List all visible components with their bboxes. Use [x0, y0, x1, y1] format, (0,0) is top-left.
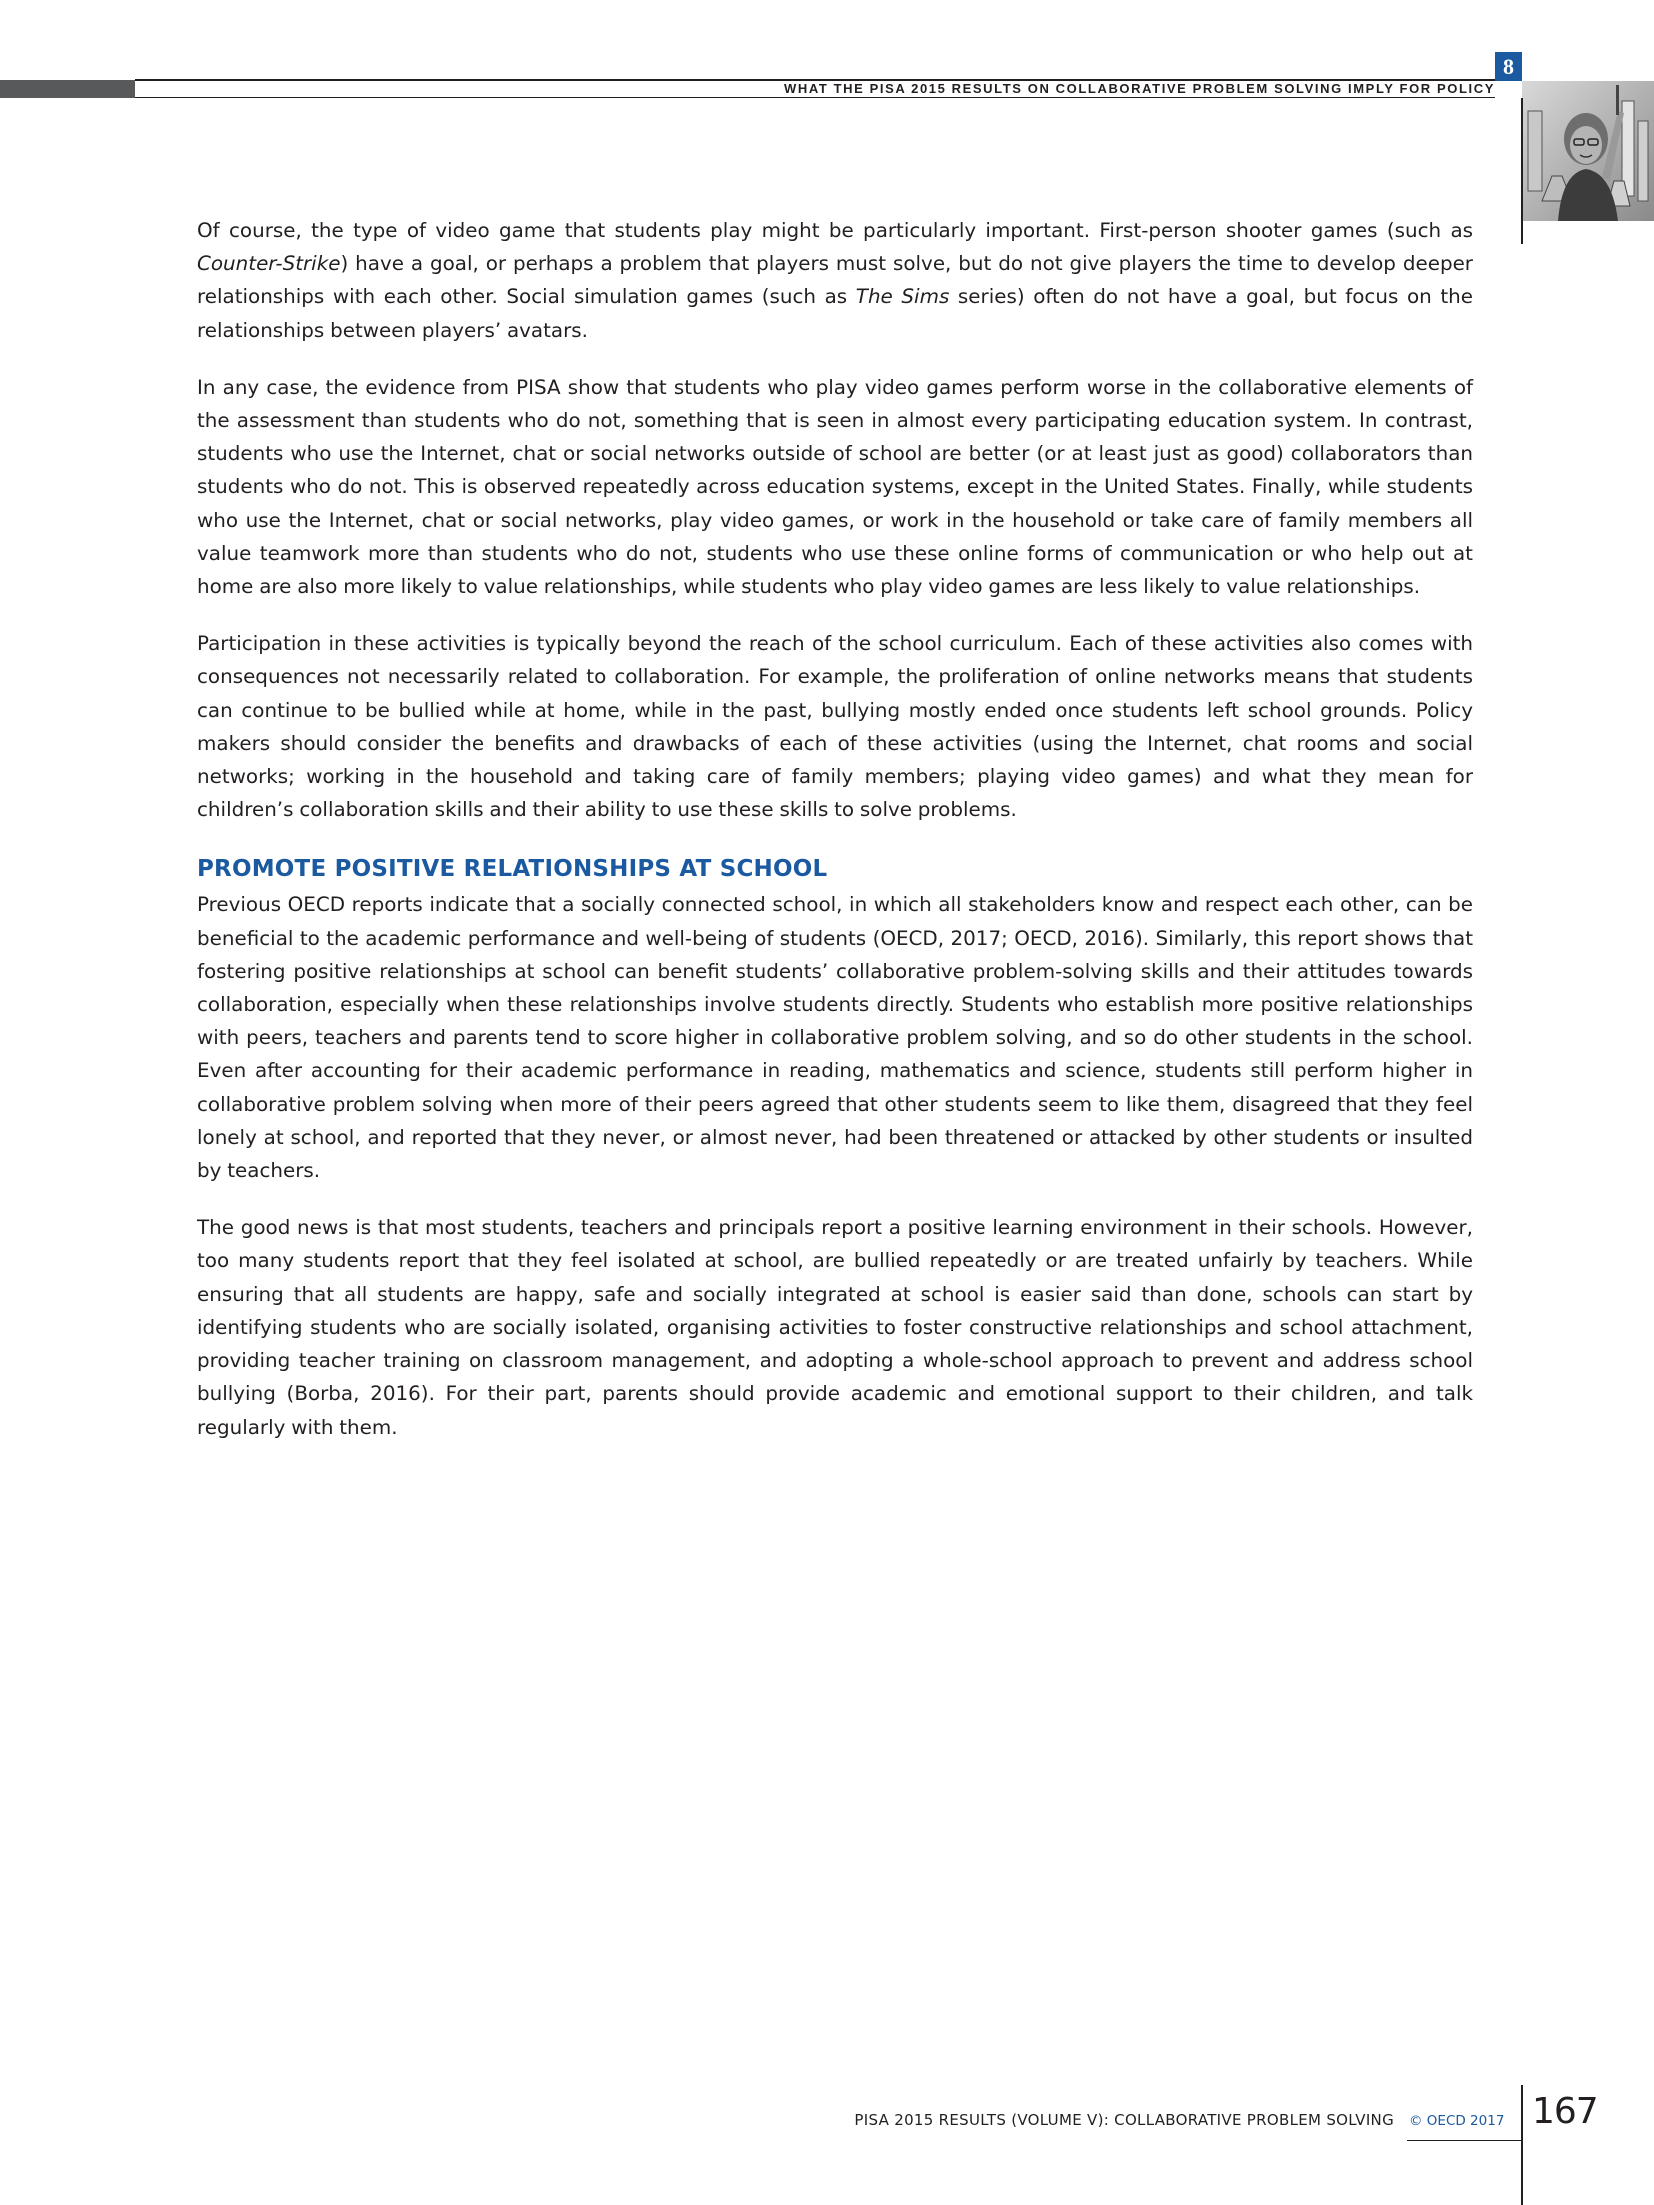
chapter-number-badge: 8: [1495, 52, 1522, 81]
paragraph-good-news: The good news is that most students, teachers and principals report a positive learning environment in their schools. However, too many students report that they feel isolated at school, are bullied repeatedly or are treated unfairly by teachers. While ensuring that all students are happy, safe and socially integrated at school is easier said than done, schools can start by identifying students who are socially isolated, organising activities to foster constructive relationships and school attachment, providing teacher training on classroom management, and adopting a whole-school approach to prevent and address school bullying (Borba, 2016). For their part, parents should provide academic and emotional support to their children, and talk regularly with them.: [197, 1216, 1473, 1439]
header-rule-bottom: [135, 97, 1495, 98]
footer-rule: [1407, 2140, 1523, 2141]
photo-divider-rule: [1521, 98, 1523, 244]
paragraph-video-games: [197, 214, 1473, 347]
footer-book-title: PISA 2015 RESULTS (VOLUME V): COLLABORATIVE PROBLEM SOLVING: [854, 2111, 1394, 2129]
page-number: 167: [1532, 2091, 1598, 2132]
header-bar: [0, 80, 135, 98]
section-heading: PROMOTE POSITIVE RELATIONSHIPS AT SCHOOL: [197, 856, 828, 883]
footer-vertical-rule: [1521, 2085, 1523, 2205]
paragraph-participation: Participation in these activities is typically beyond the reach of the school curriculum. Each of these activities also comes with consequences not necessarily related to collaboration. For example, the proliferation of online networks means that students can continue to be bullied while at home, while in the past, bullying mostly ended once students left school grounds. Policy makers should consider the benefits and drawbacks of each of these activities (using the Internet, chat rooms and social networks; working in the household and taking care of family members; playing video games) and what they mean for children’s collaboration skills and their ability to use these skills to solve problems.: [197, 632, 1473, 822]
game-title-counter-strike: Counter-Strike: [197, 252, 341, 276]
chapter-photo-icon: [1522, 81, 1654, 221]
running-header-title: WHAT THE PISA 2015 RESULTS ON COLLABORATIVE PROBLEM SOLVING IMPLY FOR POLICY: [784, 81, 1495, 96]
footer-copyright: © OECD 2017: [1409, 2113, 1505, 2129]
text-span: Of course, the type of video game that students play might be particularly important. First-person shooter games (such as: [197, 219, 1473, 242]
text-span: ) have a goal, or perhaps a problem that players must solve, but do not give players the time to develop deeper relationships with each other. Social simulation games (such as: [197, 252, 1473, 309]
main-content: [197, 214, 1473, 1468]
paragraph-pisa-evidence: In any case, the evidence from PISA show that students who play video games perform worse in the collaborative elements of the assessment than students who do not, something that is seen in almost every participating education system. In contrast, students who use the Internet, chat or social networks outside of school are better (or at least just as good) collaborators than students who do not. This is observed repeatedly across education systems, except in the United States. Finally, while students who use the Internet, chat or social networks, play video games, or work in the household or take care of family members all value teamwork more than students who do not, students who use these online forms of communication or who help out at home are also more likely to value relationships, while students who play video games are less likely to value relationships.: [197, 375, 1473, 599]
game-title-the-sims: The Sims: [855, 285, 950, 309]
paragraph-oecd-reports: Previous OECD reports indicate that a socially connected school, in which all stakeholders know and respect each other, can be beneficial to the academic performance and well-being of students (OECD, 2017; OECD, 2016). Similarly, this report shows that fostering positive relationships at school can benefit students’ collaborative problem-solving skills and their attitudes towards collaboration, especially when these relationships involve students directly. Students who establish more positive relationships with peers, teachers and parents tend to score higher in collaborative problem solving, and so do other students in the school. Even after accounting for their academic performance in reading, mathematics and science, students still perform higher in collaborative problem solving when more of their peers agreed that other students seem to like them, disagreed that they feel lonely at school, and reported that they never, or almost never, had been threatened or attacked by other students or insulted by teachers.: [197, 893, 1473, 1183]
text-span: series) often do not have a goal, but focus on the relationships between players’ avatars.: [197, 285, 1473, 342]
